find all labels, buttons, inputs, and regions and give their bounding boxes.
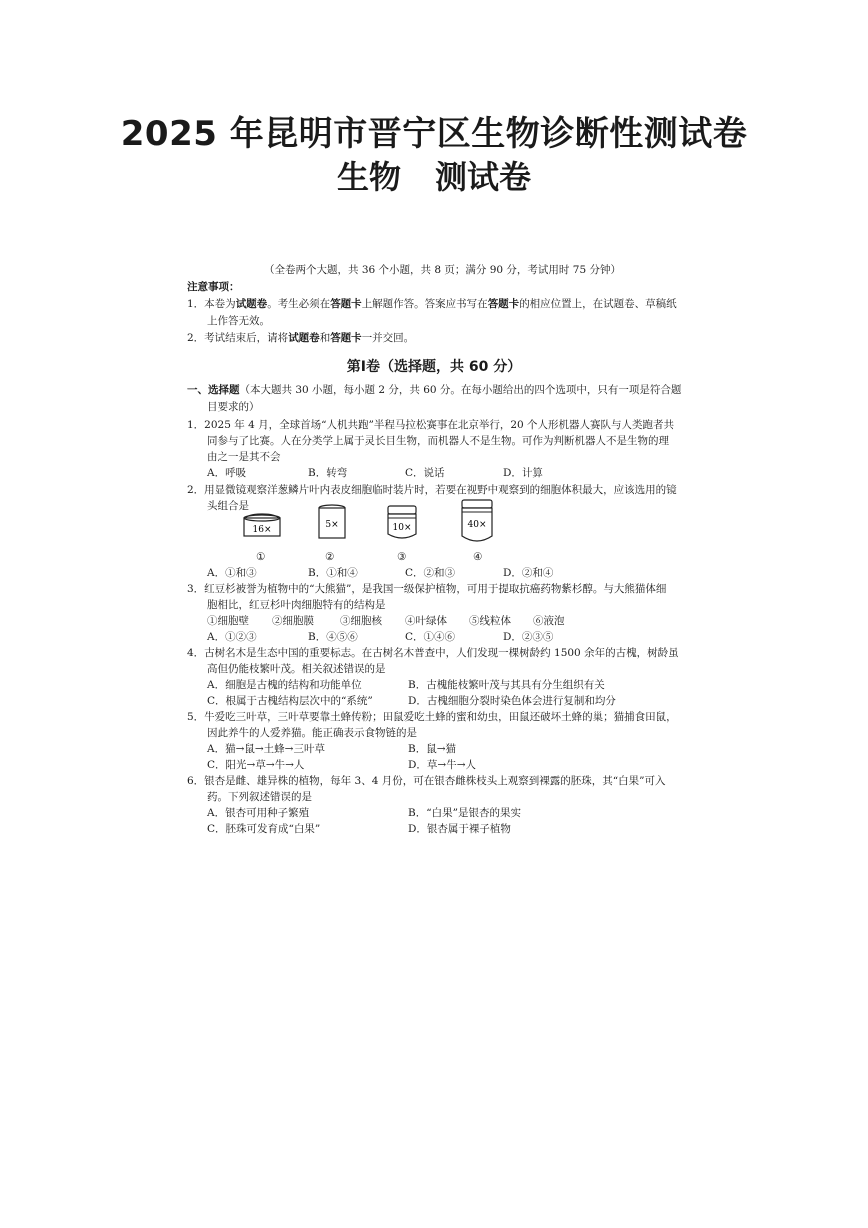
q3-part-4: ④叶绿体	[405, 615, 447, 627]
lens-1-number: ①	[256, 551, 266, 563]
subtitle-subject: 生物	[336, 158, 401, 196]
q5-option-d: D．草→牛→人	[408, 759, 477, 771]
q3-stem-1: 3．红豆杉被誉为植物中的“大熊猫”，是我国一级保护植物，可用于提取抗癌药物紫杉醇。与大熊猫体细	[187, 583, 667, 595]
q2-option-b: B．①和④	[308, 567, 358, 579]
q3-stem-2: 胞相比，红豆杉叶肉细胞特有的结构是	[207, 599, 386, 611]
q3-option-d: D．②③⑤	[503, 631, 554, 643]
eyepiece-lens-1	[244, 514, 280, 536]
q3-part-6: ⑥液泡	[533, 615, 565, 627]
q2-option-d: D．②和④	[503, 567, 554, 579]
objective-lens-3	[388, 506, 416, 538]
q4-option-c: C．根属于古槐结构层次中的“系统”	[207, 695, 373, 707]
lens-4-number: ④	[473, 551, 483, 563]
q5-stem-2: 因此养牛的人爱养猫。能正确表示食物链的是	[207, 727, 417, 739]
exam-info: （全卷两个大题，共 36 个小题，共 8 页；满分 90 分，考试用时 75 分钟）	[264, 264, 621, 276]
q4-option-b: B．古槐能枝繁叶茂与其具有分生组织有关	[408, 679, 605, 691]
q3-part-2: ②细胞膜	[272, 615, 314, 627]
lens-3-number: ③	[397, 551, 407, 563]
q4-stem-2: 高但仍能枝繁叶茂。相关叙述错误的是	[207, 663, 386, 675]
q5-option-c: C．阳光→草→牛→人	[207, 759, 305, 771]
q2-option-a: A．①和③	[207, 567, 257, 579]
q5-stem-1: 5．牛爱吃三叶草，三叶草要靠土蜂传粉；田鼠爱吃土蜂的蜜和幼虫，田鼠还破坏土蜂的巢；猫捕食田鼠，	[187, 711, 677, 723]
q1-option-a: A．呼吸	[207, 467, 247, 479]
q2-option-c: C．②和③	[405, 567, 456, 579]
q6-stem-1: 6．银杏是雌、雄异株的植物，每年 3、4 月份，可在银杏雌株枝头上观察到裸露的胚珠，其“白果”可入	[187, 775, 666, 787]
q1-stem-1: 1．2025 年 4 月，全球首场“人机共跑”半程马拉松赛事在北京举行，20 个人形机器人赛队与人类跑者共	[187, 419, 675, 431]
lens-2-number: ②	[325, 551, 335, 563]
q4-stem-1: 4．古树名木是生态中国的重要标志。在古树名木普查中，人们发现一棵树龄约 1500 余年的古槐，树龄虽	[187, 647, 679, 659]
q3-part-5: ⑤线粒体	[469, 615, 511, 627]
part1-desc-cont: 目要求的）	[207, 401, 260, 413]
q3-option-a: A．①②③	[207, 631, 257, 643]
q6-option-b: B．“白果”是银杏的果实	[408, 807, 521, 819]
q2-stem-1: 2．用显微镜观察洋葱鳞片叶内表皮细胞临时装片时，若要在视野中观察到的细胞体积最大，应该选用的镜	[187, 484, 677, 496]
q5-option-b: B．鼠→猫	[408, 743, 457, 755]
lens-figure	[230, 496, 510, 568]
q1-stem-2: 同参与了比赛。人在分类学上属于灵长目生物，而机器人不是生物。可作为判断机器人不是生物的理	[207, 435, 669, 447]
q5-option-a: A．猫→鼠→土蜂→三叶草	[207, 743, 325, 755]
notice-item-2: 2．考试结束后，请将试题卷和答题卡一并交回。	[187, 332, 415, 344]
eyepiece-lens-2	[319, 505, 345, 538]
q3-option-b: B．④⑤⑥	[308, 631, 358, 643]
q1-option-b: B．转弯	[308, 467, 348, 479]
q4-option-a: A．细胞是古槐的结构和功能单位	[207, 679, 362, 691]
lens-4-label: 40×	[467, 520, 487, 530]
q4-option-d: D．古槐细胞分裂时染色体会进行复制和均分	[408, 695, 616, 707]
q1-stem-3: 由之一是其不会	[207, 451, 281, 463]
lens-3-label: 10×	[392, 523, 412, 533]
q6-stem-2: 药。下列叙述错误的是	[207, 791, 312, 803]
subtitle-type: 测试卷	[435, 158, 532, 196]
part1-desc: 一、选择题（本大题共 30 小题，每小题 2 分，共 60 分。在每小题给出的四个选项中，只有一项是符合题	[187, 384, 682, 396]
exam-title: 2025 年昆明市晋宁区生物诊断性测试卷	[120, 114, 748, 154]
lens-1-label: 16×	[252, 525, 272, 535]
notice-item-1: 1．本卷为试题卷。考生必须在答题卡上解题作答。答案应书写在答题卡的相应位置上，在试题卷、草稿纸	[187, 298, 677, 310]
q6-option-c: C．胚珠可发育成“白果”	[207, 823, 321, 835]
section-title: 第Ⅰ卷（选择题，共 60 分）	[346, 359, 522, 375]
q3-part-3: ③细胞核	[340, 615, 382, 627]
q3-part-1: ①细胞壁	[207, 615, 249, 627]
q6-option-d: D．银杏属于裸子植物	[408, 823, 511, 835]
q2-stem-2: 头组合是	[207, 500, 249, 512]
notice-heading: 注意事项：	[187, 281, 240, 293]
q6-option-a: A．银杏可用种子繁殖	[207, 807, 310, 819]
lens-2-label: 5×	[325, 520, 339, 530]
notice-item-1-cont: 上作答无效。	[207, 315, 270, 327]
objective-lens-4	[462, 500, 492, 541]
q1-option-c: C．说话	[405, 467, 445, 479]
q1-option-d: D．计算	[503, 467, 543, 479]
q3-option-c: C．①④⑥	[405, 631, 456, 643]
exam-subtitle	[0, 152, 868, 198]
